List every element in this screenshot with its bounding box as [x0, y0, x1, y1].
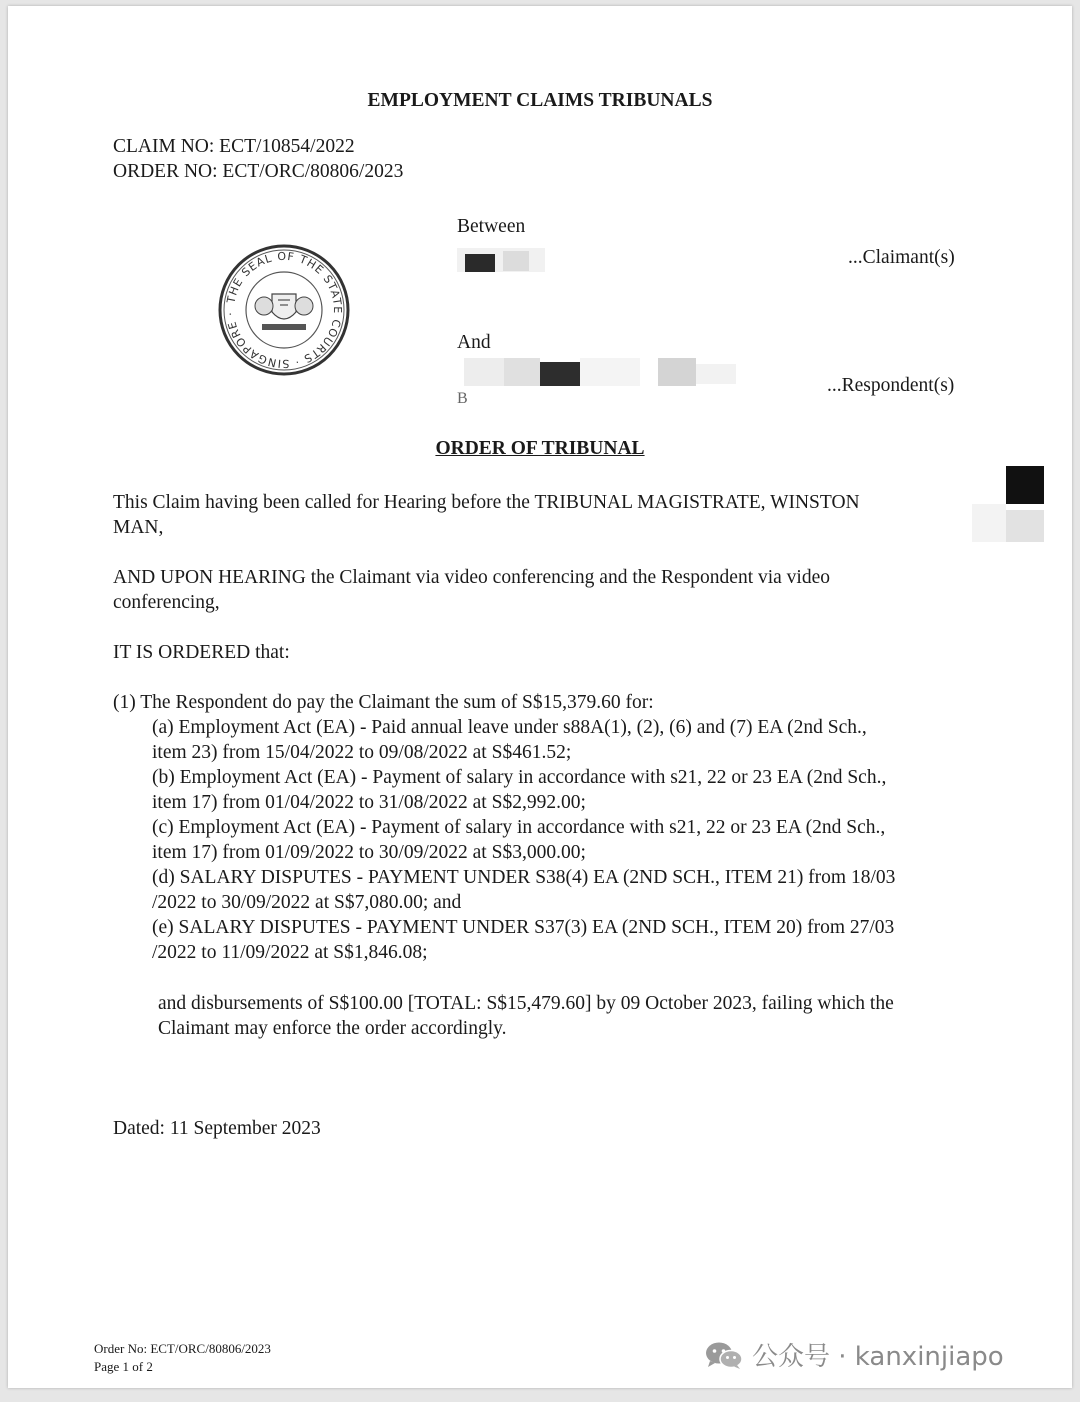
hearing-paragraph-line-2: MAN,	[113, 517, 164, 538]
order-subitem-b-line-2: item 17) from 01/04/2022 to 31/08/2022 at S$2,992.00;	[152, 792, 586, 813]
upon-hearing-line-1: AND UPON HEARING the Claimant via video conferencing and the Respondent via video	[113, 567, 831, 588]
disbursements-line-2: Claimant may enforce the order accordingly.	[158, 1018, 507, 1039]
dated-line: Dated: 11 September 2023	[113, 1118, 321, 1139]
order-subitem-b-line-1: (b) Employment Act (EA) - Payment of salary in accordance with s21, 22 or 23 EA (2nd Sch.,	[152, 767, 887, 788]
footer-order-number: Order No: ECT/ORC/80806/2023	[94, 1341, 271, 1356]
and-label: And	[457, 332, 491, 353]
svg-text:THE SEAL OF THE STATE COURTS ·: THE SEAL OF THE STATE COURTS · SINGAPORE ·	[223, 249, 345, 371]
wechat-icon	[704, 1340, 744, 1370]
state-courts-seal-icon	[216, 242, 352, 378]
order-item-1: (1) The Respondent do pay the Claimant the sum of S$15,379.60 for:	[113, 692, 654, 713]
claim-number: CLAIM NO: ECT/10854/2022	[113, 136, 355, 157]
respondent-label: ...Respondent(s)	[827, 375, 955, 396]
document-page	[8, 6, 1072, 1388]
margin-redaction	[972, 446, 1044, 542]
hearing-paragraph-line-1: This Claim having been called for Hearing before the TRIBUNAL MAGISTRATE, WINSTON	[113, 492, 860, 513]
order-subitem-a-line-2: item 23) from 15/04/2022 to 09/08/2022 at S$461.52;	[152, 742, 572, 763]
document-heading: EMPLOYMENT CLAIMS TRIBUNALS	[367, 90, 713, 111]
claimant-label: ...Claimant(s)	[848, 247, 955, 268]
order-subitem-c-line-1: (c) Employment Act (EA) - Payment of salary in accordance with s21, 22 or 23 EA (2nd Sch.,	[152, 817, 886, 838]
order-subitem-d-line-2: /2022 to 30/09/2022 at S$7,080.00; and	[152, 892, 462, 913]
order-subitem-c-line-2: item 17) from 01/09/2022 to 30/09/2022 at S$3,000.00;	[152, 842, 586, 863]
it-is-ordered: IT IS ORDERED that:	[113, 642, 290, 663]
footer-page-number: Page 1 of 2	[94, 1359, 153, 1374]
wechat-watermark	[704, 1336, 1004, 1373]
order-subitem-e-line-2: /2022 to 11/09/2022 at S$1,846.08;	[152, 942, 428, 963]
order-number: ORDER NO: ECT/ORC/80806/2023	[113, 161, 404, 182]
watermark-text: 公众号 · kanxinjiapo	[752, 1342, 1004, 1372]
order-title: ORDER OF TRIBUNAL	[435, 438, 645, 459]
order-subitem-e-line-1: (e) SALARY DISPUTES - PAYMENT UNDER S37(3) EA (2ND SCH., ITEM 20) from 27/03	[152, 917, 895, 938]
claimant-name-redacted	[457, 248, 545, 272]
order-subitem-d-line-1: (d) SALARY DISPUTES - PAYMENT UNDER S38(4) EA (2ND SCH., ITEM 21) from 18/03	[152, 867, 896, 888]
upon-hearing-line-2: conferencing,	[113, 592, 220, 613]
between-label: Between	[457, 216, 526, 237]
respondent-name-redacted	[464, 358, 744, 388]
disbursements-line-1: and disbursements of S$100.00 [TOTAL: S$15,479.60] by 09 October 2023, failing which the	[158, 993, 894, 1014]
respondent-name-fragment: B	[457, 390, 468, 407]
order-subitem-a-line-1: (a) Employment Act (EA) - Paid annual leave under s88A(1), (2), (6) and (7) EA (2nd Sch.,	[152, 717, 867, 738]
